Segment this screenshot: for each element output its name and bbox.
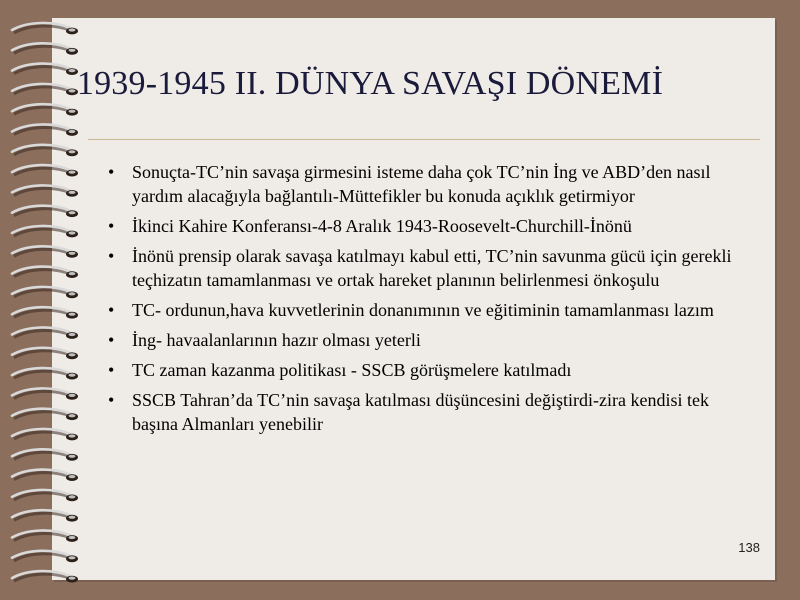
bullet-text: İng- havaalanlarının hazır olması yeterli bbox=[132, 330, 421, 350]
spiral-ring-icon bbox=[12, 104, 78, 115]
bullet-icon: • bbox=[108, 216, 115, 236]
spiral-ring-icon bbox=[12, 388, 78, 399]
spiral-ring-icon bbox=[12, 429, 78, 440]
spiral-ring-icon bbox=[12, 510, 78, 521]
spiral-ring-icon bbox=[12, 246, 78, 257]
bullet-text: İkinci Kahire Konferansı-4-8 Aralık 1943-Roosevelt-Churchill-İnönü bbox=[132, 216, 632, 236]
bullet-text: İnönü prensip olarak savaşa katılmayı kabul etti, TC’nin savunma gücü için gerekli teçhizatın tamamlanması ve ortak hareket planının belirlenmesi önkoşulu bbox=[132, 246, 732, 290]
bullet-icon: • bbox=[108, 330, 115, 350]
spiral-ring-icon bbox=[12, 145, 78, 156]
spiral-ring-icon bbox=[12, 490, 78, 501]
spiral-ring-icon bbox=[12, 368, 78, 379]
spiral-ring-icon bbox=[12, 287, 78, 298]
spiral-ring-icon bbox=[12, 226, 78, 237]
spiral-ring-icon bbox=[12, 43, 78, 54]
bullet-item bbox=[108, 358, 748, 382]
spiral-ring-icon bbox=[12, 206, 78, 217]
spiral-ring-icon bbox=[12, 449, 78, 460]
spiral-ring-icon bbox=[12, 530, 78, 541]
bullet-icon: • bbox=[108, 360, 115, 380]
bullet-text: Sonuçta-TC’nin savaşa girmesini isteme daha çok TC’nin İng ve ABD’den nasıl yardım alacağıyla bağlantılı-Müttefikler bu konuda açıklık getirmiyor bbox=[132, 162, 711, 206]
title-divider bbox=[88, 139, 760, 140]
spiral-ring-icon bbox=[12, 165, 78, 176]
spiral-ring-icon bbox=[12, 23, 78, 34]
slide-number: 138 bbox=[738, 540, 760, 555]
bullet-item bbox=[108, 244, 748, 292]
bullet-list bbox=[108, 160, 748, 442]
bullet-item bbox=[108, 388, 748, 436]
spiral-ring-icon bbox=[12, 327, 78, 338]
bullet-icon: • bbox=[108, 246, 115, 266]
spiral-ring-icon bbox=[12, 307, 78, 318]
spiral-ring-icon bbox=[12, 470, 78, 481]
spiral-ring-icon bbox=[12, 551, 78, 562]
bullet-text: SSCB Tahran’da TC’nin savaşa katılması düşüncesini değiştirdi-zira kendisi tek başına Almanları yenebilir bbox=[132, 390, 709, 434]
bullet-item bbox=[108, 298, 748, 322]
bullet-text: TC- ordunun,hava kuvvetlerinin donanımının ve eğitiminin tamamlanması lazım bbox=[132, 300, 714, 320]
spiral-ring-icon bbox=[12, 267, 78, 278]
spiral-ring-icon bbox=[12, 124, 78, 135]
slide-title: 1939-1945 II. DÜNYA SAVAŞI DÖNEMİ bbox=[76, 65, 664, 102]
bullet-text: TC zaman kazanma politikası - SSCB görüşmelere katılmadı bbox=[132, 360, 572, 380]
bullet-icon: • bbox=[108, 162, 115, 182]
spiral-ring-icon bbox=[12, 571, 78, 582]
bullet-icon: • bbox=[108, 390, 115, 410]
bullet-item bbox=[108, 214, 748, 238]
spiral-ring-icon bbox=[12, 409, 78, 420]
spiral-ring-icon bbox=[12, 185, 78, 196]
bullet-item bbox=[108, 160, 748, 208]
bullet-item bbox=[108, 328, 748, 352]
spiral-ring-icon bbox=[12, 348, 78, 359]
bullet-icon: • bbox=[108, 300, 115, 320]
